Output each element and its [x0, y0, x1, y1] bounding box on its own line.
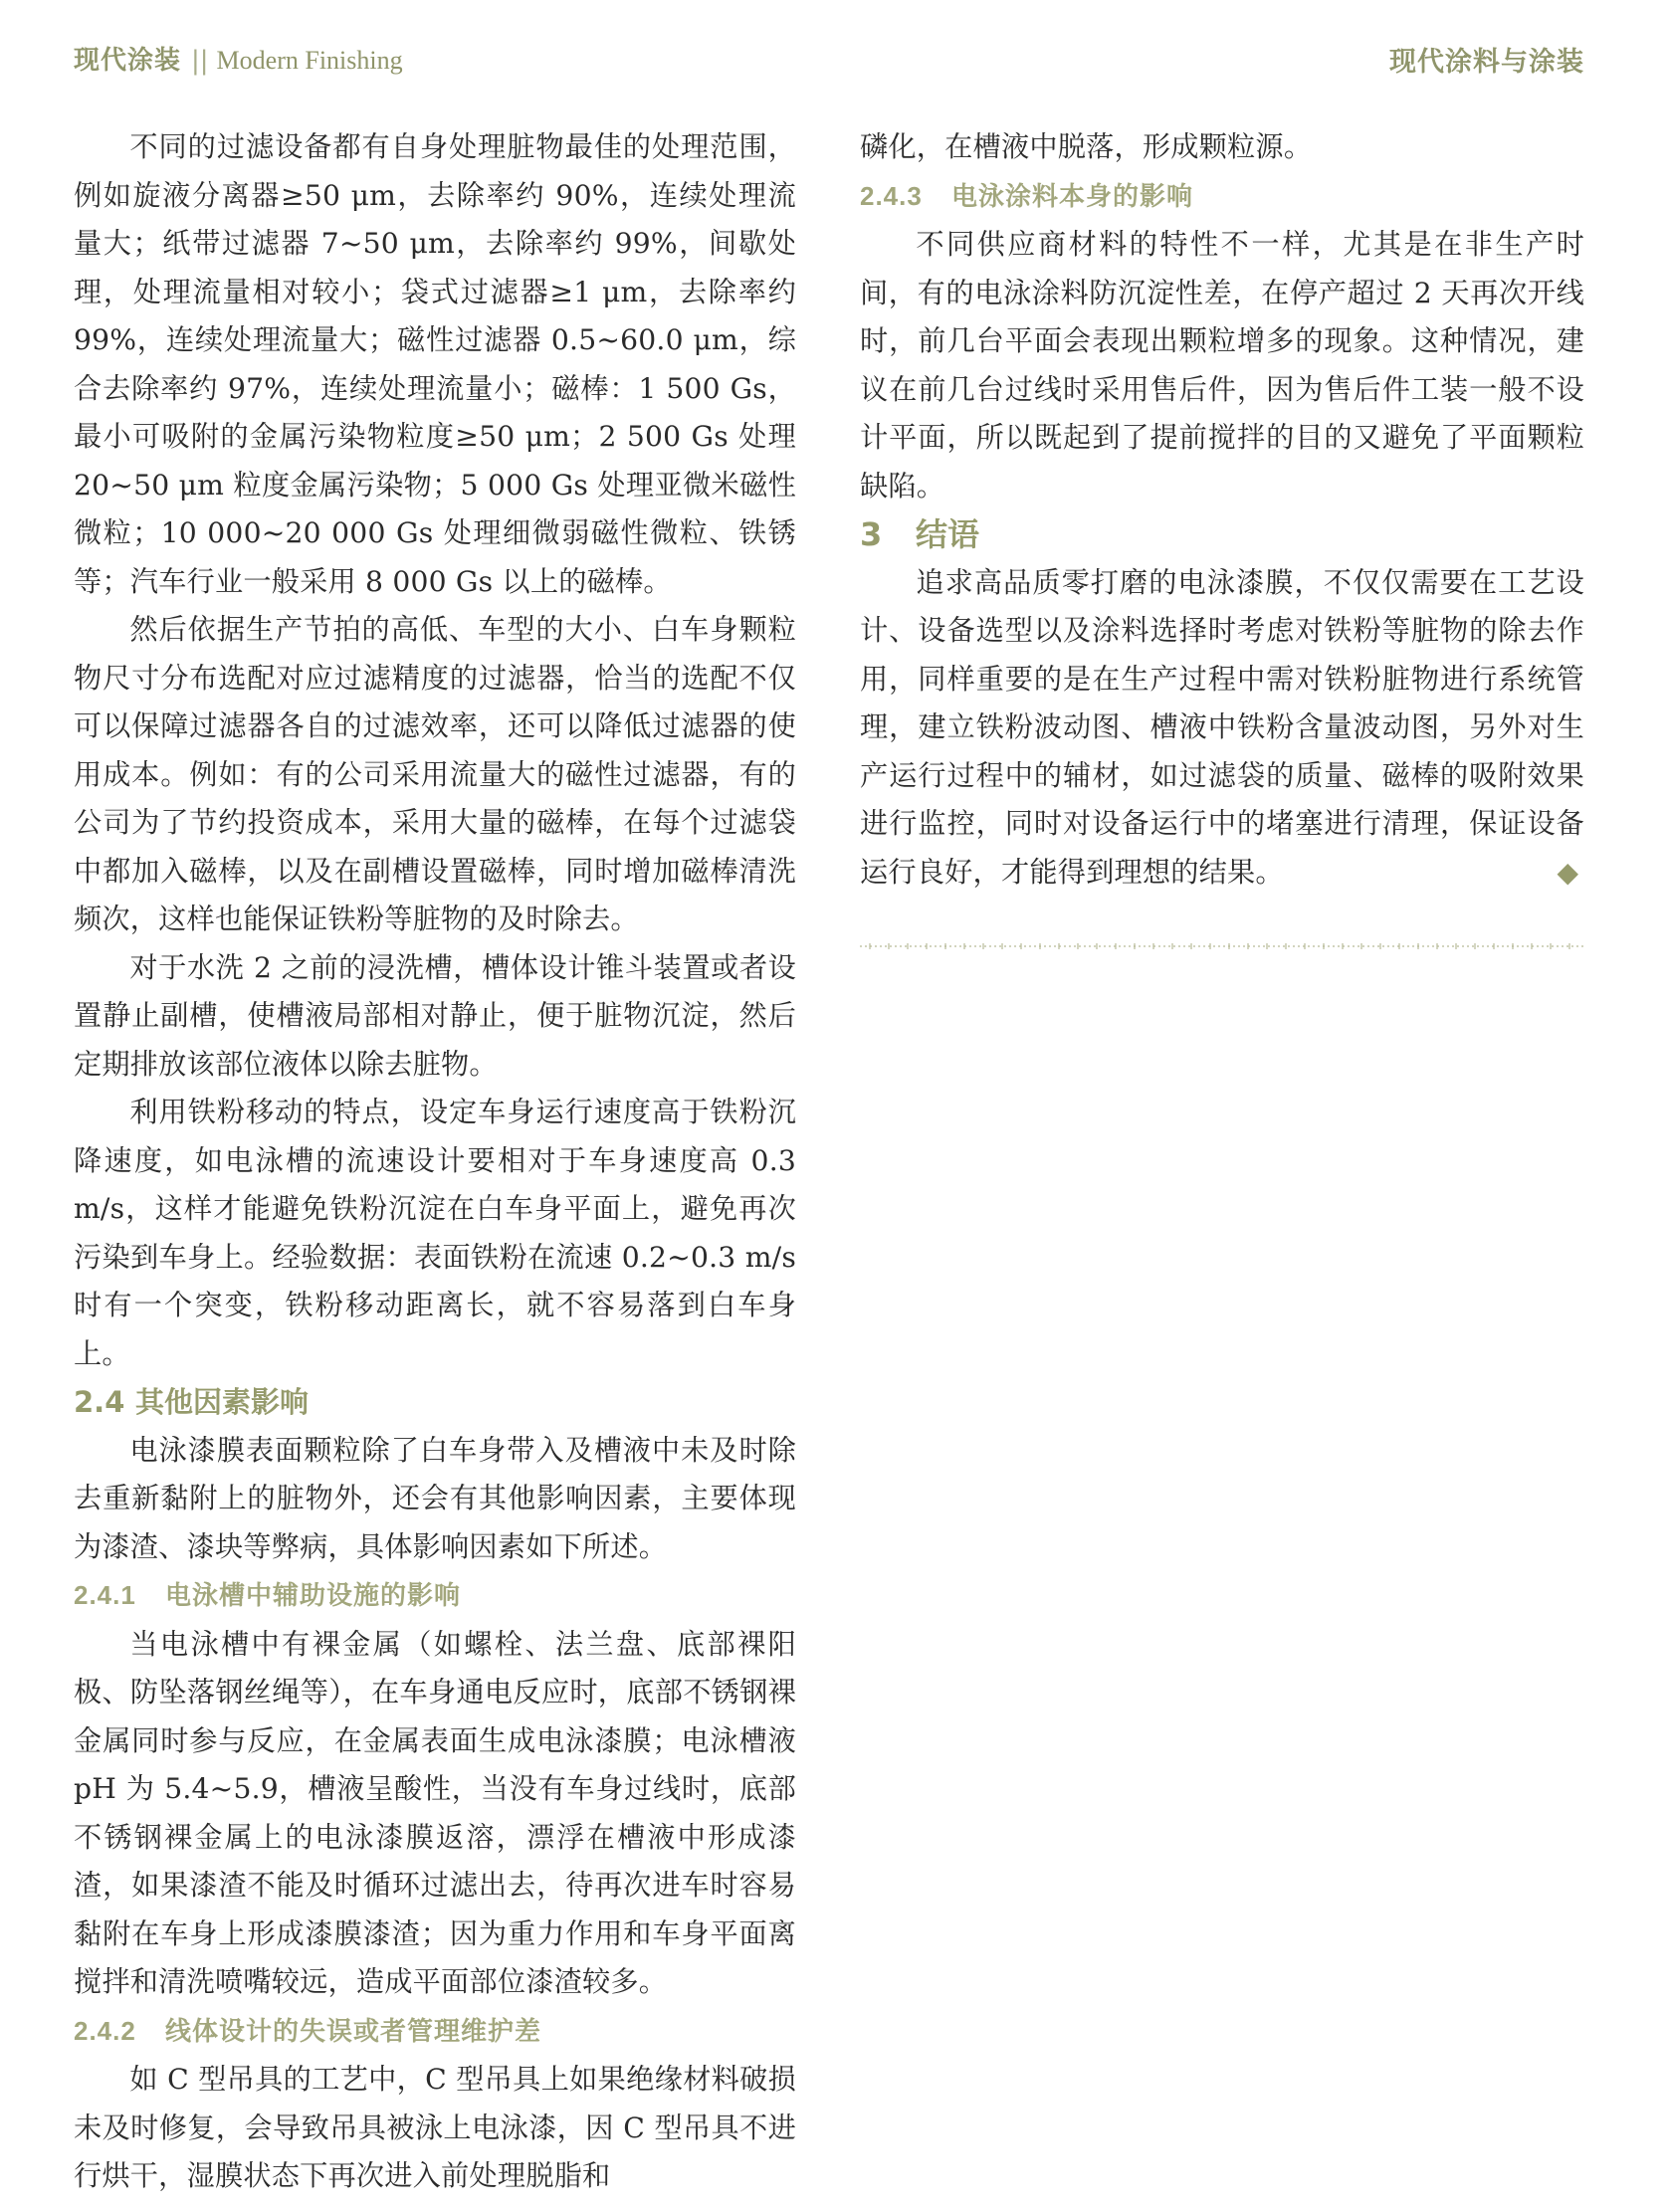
paragraph-iron-powder-speed: 利用铁粉移动的特点，设定车身运行速度高于铁粉沉降速度，如电泳槽的流速设计要相对于车身速度高 0.3 m/s，这样才能避免铁粉沉淀在白车身平面上，避免再次污染到车身上。经验数据：表面铁粉在流速 0.2~0.3 m/s 时有一个突变，铁粉移动距离长，就不容易落到白车身上。 [74, 1096, 796, 1370]
paragraph-conclusion: 追求高品质零打磨的电泳漆膜，不仅仅需要在工艺设计、设备选型以及涂料选择时考虑对铁粉等脏物的除去作用，同样重要的是在生产过程中需对铁粉脏物进行系统管理，建立铁粉波动图、槽液中铁粉含量波动图，另外对生产运行过程中的辅材，如过滤袋的质量、磁棒的吸附效果进行监控，同时对设备运行中的堵塞进行清理，保证设备运行良好，才能得到理想的结果。 [860, 565, 1584, 889]
heading-text: 电泳涂料本身的影响 [951, 181, 1194, 212]
heading-2-4-1 [74, 1571, 796, 1621]
journal-masthead [74, 40, 403, 77]
heading-text: 电泳槽中辅助设施的影响 [165, 1581, 462, 1611]
heading-number: 2.4 [74, 1385, 125, 1419]
end-of-article-diamond-icon: ◆ [1557, 855, 1578, 889]
paragraph-coating-material: 不同供应商材料的特性不一样，尤其是在非生产时间，有的电泳涂料防沉淀性差，在停产超过 2 天再次开线时，前几台平面会表现出颗粒增多的现象。这种情况，建议在前几台过线时采用售后件，因为售后件工装一般不设计平面，所以既起到了提前搅拌的目的又避免了平面颗粒缺陷。 [860, 228, 1584, 503]
paragraph-c-hanger: 如 C 型吊具的工艺中，C 型吊具上如果绝缘材料破损未及时修复，会导致吊具被泳上电泳漆，因 C 型吊具不进行烘干，湿膜状态下再次进入前处理脱脂和 [74, 2063, 796, 2192]
paragraph-bare-metal: 当电泳槽中有裸金属（如螺栓、法兰盘、底部裸阳极、防坠落钢丝绳等），在车身通电反应时，底部不锈钢裸金属同时参与反应，在金属表面生成电泳漆膜；电泳槽液 pH 为 5.4~5.9，槽液呈酸性，当没有车身过线时，底部不锈钢裸金属上的电泳漆膜返溶，漂浮在槽液中形成漆渣，如果漆渣不能及时循环过滤出去，待再次进车时容易黏附在车身上形成漆膜漆渣；因为重力作用和车身平面离搅拌和清洗喷嘴较远，造成平面部位漆渣较多。 [74, 1627, 796, 1998]
heading-number: 2.4.3 [860, 180, 923, 211]
heading-number: 2.4.1 [74, 1580, 136, 1610]
journal-name: 现代涂装 [74, 46, 182, 76]
heading-number: 3 [860, 515, 883, 553]
paragraph-dip-tank: 对于水洗 2 之前的浸洗槽，槽体设计锥斗装置或者设置静止副槽，使槽液局部相对静止，便于脏物沉淀，然后定期排放该部位液体以除去脏物。 [74, 950, 796, 1081]
paragraph-filter-ranges: 不同的过滤设备都有自身处理脏物最佳的处理范围，例如旋液分离器≥50 μm，去除率约 90%，连续处理流量大；纸带过滤器 7~50 μm，去除率约 99%，间歇处理，处理流量相对较小；袋式过滤器≥1 μm，去除率约 99%，连续处理流量大；磁性过滤器 0.5~60.0 μm，综合去除率约 97%，连续处理流量小；磁棒：1 500 Gs，最小可吸附的金属污染物粒度≥50 μm；2 500 Gs 处理 20~50 μm 粒度金属污染物；5 000 Gs 处理亚微米磁性微粒；10 000~20 000 Gs 处理细微弱磁性微粒、铁锈等；汽车行业一般采用 8 000 Gs 以上的磁棒。 [74, 130, 796, 598]
heading-number: 2.4.2 [74, 2015, 136, 2046]
heading-text: 线体设计的失误或者管理维护差 [165, 2016, 542, 2047]
heading-2-4-3 [860, 172, 1584, 222]
left-column [74, 123, 796, 2201]
right-column [860, 123, 1584, 897]
masthead-separator: || [191, 46, 209, 76]
paragraph-filter-selection: 然后依据生产节拍的高低、车型的大小、白车身颗粒物尺寸分布选配对应过滤精度的过滤器，恰当的选配不仅可以保障过滤器各自的过滤效率，还可以降低过滤器的使用成本。例如：有的公司采用流量大的磁性过滤器，有的公司为了节约投资成本，采用大量的磁棒，在每个过滤袋中都加入磁棒，以及在副槽设置磁棒，同时增加磁棒清洗频次，这样也能保证铁粉等脏物的及时除去。 [74, 613, 796, 935]
heading-3-conclusion [860, 510, 1584, 559]
page-header [0, 0, 1670, 109]
decorative-divider [860, 941, 1584, 951]
heading-2-4-2 [74, 2007, 796, 2057]
heading-text: 结语 [916, 515, 980, 553]
paragraph-continued: 磷化，在槽液中脱落，形成颗粒源。 [860, 130, 1313, 163]
journal-name-en: Modern Finishing [216, 46, 403, 75]
paragraph-other-factors: 电泳漆膜表面颗粒除了白车身带入及槽液中未及时除去重新黏附上的脏物外，还会有其他影响因素，主要体现为漆渣、漆块等弊病，具体影响因素如下所述。 [74, 1433, 796, 1563]
heading-text: 其他因素影响 [135, 1385, 310, 1419]
heading-2-4 [74, 1378, 796, 1427]
section-title: 现代涂料与涂装 [1389, 47, 1584, 78]
